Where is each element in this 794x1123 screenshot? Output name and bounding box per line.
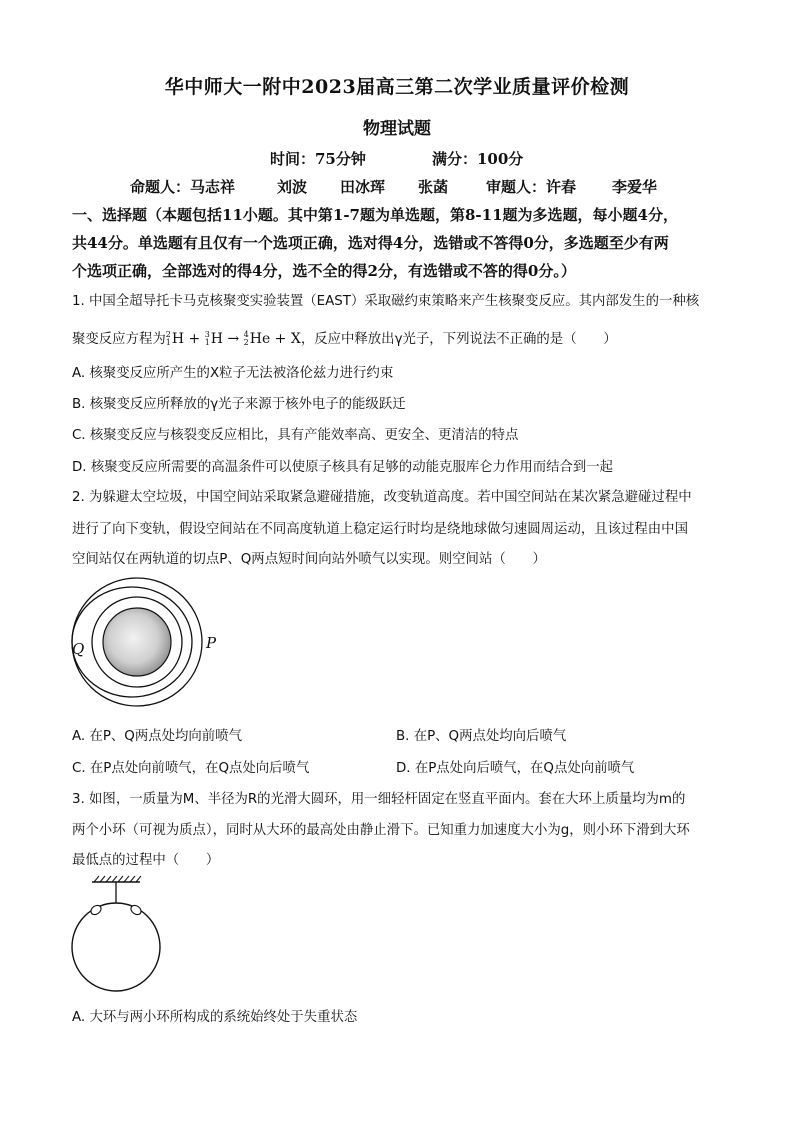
q2-stem-line-2: 进行了向下变轨，假设空间站在不同高度轨道上稳定运行时均是绕地球做匀速圆周运动，且该过程由中国 (72, 522, 688, 537)
orbit-diagram (66, 576, 216, 708)
section-instruction-line-3: 个选项正确，全部选对的得4分，选不全的得2分，有选错或不答的得0分。） (72, 262, 576, 280)
q1-stem-line-1: 1. 中国全超导托卡马克核聚变实验装置（EAST）采取磁约束策略来产生核聚变反应。其内部发生的一种核 (72, 294, 700, 309)
q2-option-c: C. 在P点处向前喷气，在Q点处向后喷气 (72, 761, 310, 776)
reviewer-label: 审题人：许春 (486, 178, 577, 196)
section-instruction-line-1: 一、选择题（本题包括11小题。其中第1-7题为单选题，第8-11题为多选题，每小题4分， (72, 206, 678, 224)
exam-time: 时间：75分钟 (270, 150, 366, 168)
q3-stem-line-3: 最低点的过程中（ ） (72, 853, 220, 868)
author-3: 田冰珲 (340, 178, 386, 196)
q1-option-d: D. 核聚变反应所需要的高温条件可以使原子核具有足够的动能克服库仑力作用而结合到一起 (72, 460, 614, 475)
q2-stem-line-3: 空间站仅在两轨道的切点P、Q两点短时间向站外喷气以实现。则空间站（ ） (72, 552, 546, 567)
q2-option-d: D. 在P点处向后喷气，在Q点处向前喷气 (396, 761, 635, 776)
q3-stem-line-1: 3. 如图，一质量为M、半径为R的光滑大圆环，用一细轻杆固定在竖直平面内。套在大环上质量均为m的 (72, 792, 686, 807)
q1-stem-prefix: 聚变反应方程为 (72, 332, 166, 347)
reviewer-2: 李爱华 (612, 178, 658, 196)
q2-option-a: A. 在P、Q两点处均向前喷气 (72, 729, 242, 744)
ring-diagram (66, 872, 170, 996)
section-instruction-line-2: 共44分。单选题有且仅有一个选项正确，选对得4分，选错或不答得0分，多选题至少有两 (72, 234, 669, 252)
q1-option-a: A. 核聚变反应所产生的X粒子无法被洛伦兹力进行约束 (72, 366, 394, 381)
q1-stem-suffix: ，反应中释放出γ光子，下列说法不正确的是（ ） (300, 332, 617, 347)
large-ring (72, 903, 160, 991)
q1-stem-line-2 (72, 328, 617, 347)
q3-option-a: A. 大环与两小环所构成的系统始终处于失重状态 (72, 1010, 358, 1025)
author-4: 张菡 (418, 178, 449, 196)
q2-option-b: B. 在P、Q两点处均向后喷气 (396, 729, 567, 744)
q2-stem-line-1: 2. 为躲避太空垃圾，中国空间站采取紧急避碰措施，改变轨道高度。若中国空间站在某次紧急避碰过程中 (72, 490, 692, 505)
exam-full-score: 满分：100分 (432, 150, 524, 168)
point-q-label: Q (72, 640, 85, 658)
earth (103, 608, 171, 676)
point-p-label: P (206, 634, 217, 652)
fusion-equation: 2 1H + 3 1H → 4 2He + X (165, 330, 301, 347)
subject-title: 物理试题 (363, 119, 431, 139)
q1-option-b: B. 核聚变反应所释放的γ光子来源于核外电子的能级跃迁 (72, 397, 406, 412)
q1-option-c: C. 核聚变反应与核裂变反应相比，具有产能效率高、更安全、更清洁的特点 (72, 428, 519, 443)
exam-title: 华中师大一附中2023届高三第二次学业质量评价检测 (164, 76, 630, 98)
author-2: 刘波 (277, 178, 308, 196)
q3-stem-line-2: 两个小环（可视为质点），同时从大环的最高处由静止滑下。已知重力加速度大小为g，则小环下滑到大环 (72, 823, 690, 838)
author-label: 命题人：马志祥 (130, 178, 236, 196)
